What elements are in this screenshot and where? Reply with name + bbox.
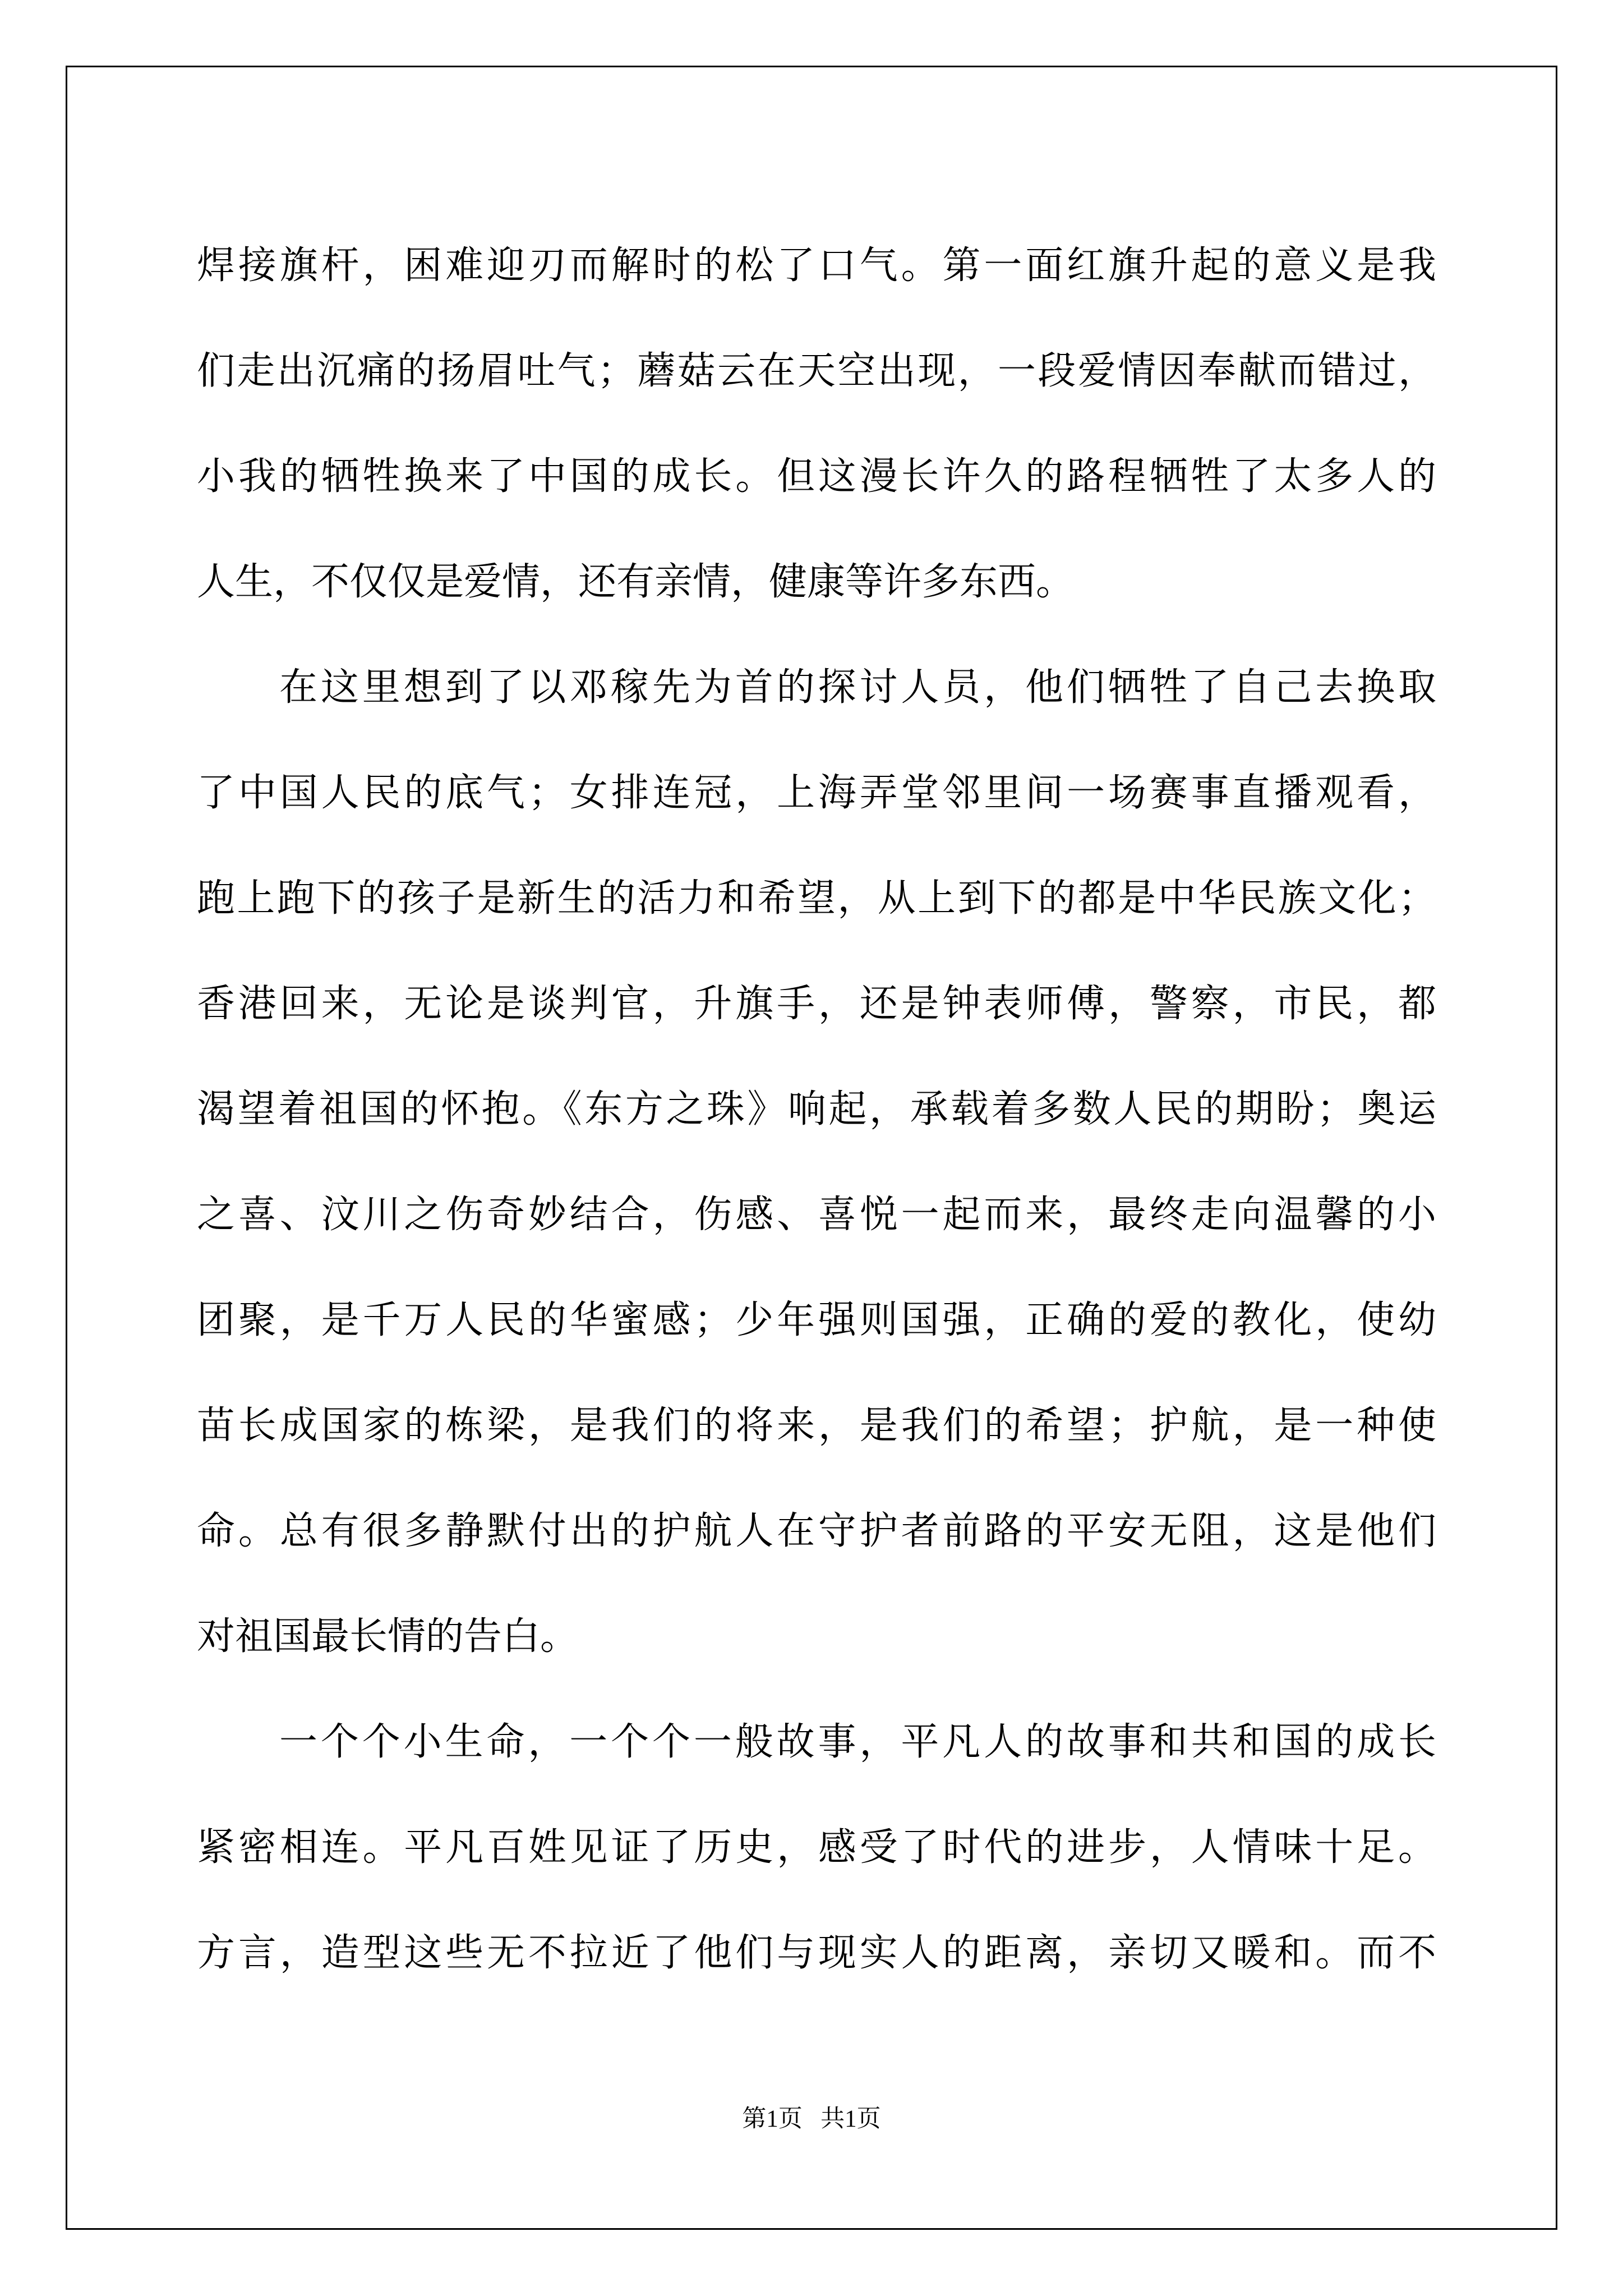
page-footer bbox=[0, 2102, 1623, 2136]
text-line: 小我的牺牲换来了中国的成长。但这漫长许久的路程牺牲了太多人的 bbox=[197, 454, 1436, 499]
text-line: 们走出沉痛的扬眉吐气；蘑菇云在天空出现，一段爱情因奉献而错过， bbox=[197, 349, 1436, 393]
paragraph bbox=[197, 213, 1436, 635]
text-line: 紧密相连。平凡百姓见证了历史，感受了时代的进步，人情味十足。 bbox=[197, 1825, 1436, 1870]
text-line: 苗长成国家的栋梁，是我们的将来，是我们的希望；护航，是一种使 bbox=[197, 1404, 1436, 1448]
text-line: 渴望着祖国的怀抱。《东方之珠》响起，承载着多数人民的期盼；奥运 bbox=[197, 1087, 1436, 1131]
text-line: 香港回来，无论是谈判官，升旗手，还是钟表师傅，警察，市民，都 bbox=[197, 982, 1436, 1026]
page-number-total: 共1页 bbox=[820, 2106, 881, 2132]
text-line: 之喜、汶川之伤奇妙结合，伤感、喜悦一起而来，最终走向温馨的小 bbox=[197, 1193, 1436, 1237]
text-line: 方言，造型这些无不拉近了他们与现实人的距离，亲切又暖和。而不 bbox=[197, 1931, 1436, 1975]
page-number-current: 第1页 bbox=[742, 2106, 803, 2132]
text-line: 焊接旗杆，困难迎刃而解时的松了口气。第一面红旗升起的意义是我 bbox=[197, 243, 1436, 288]
text-line: 对祖国最长情的告白。 bbox=[197, 1614, 579, 1659]
text-line: 了中国人民的底气；女排连冠，上海弄堂邻里间一场赛事直播观看， bbox=[197, 771, 1436, 815]
document-body bbox=[197, 213, 1436, 2006]
text-line: 团聚，是千万人民的华蜜感；少年强则国强，正确的爱的教化，使幼 bbox=[197, 1298, 1436, 1342]
text-line: 一个个小生命，一个个一般故事，平凡人的故事和共和国的成长 bbox=[279, 1720, 1436, 1764]
text-line: 人生，不仅仅是爱情，还有亲情，健康等许多东西。 bbox=[197, 560, 1075, 604]
text-line: 命。总有很多静默付出的护航人在守护者前路的平安无阻，这是他们 bbox=[197, 1509, 1436, 1553]
paragraph bbox=[197, 635, 1436, 1690]
paragraph bbox=[197, 1690, 1436, 2006]
text-line: 跑上跑下的孩子是新生的活力和希望，从上到下的都是中华民族文化； bbox=[197, 876, 1436, 921]
text-line: 在这里想到了以邓稼先为首的探讨人员，他们牺牲了自己去换取 bbox=[279, 665, 1436, 710]
